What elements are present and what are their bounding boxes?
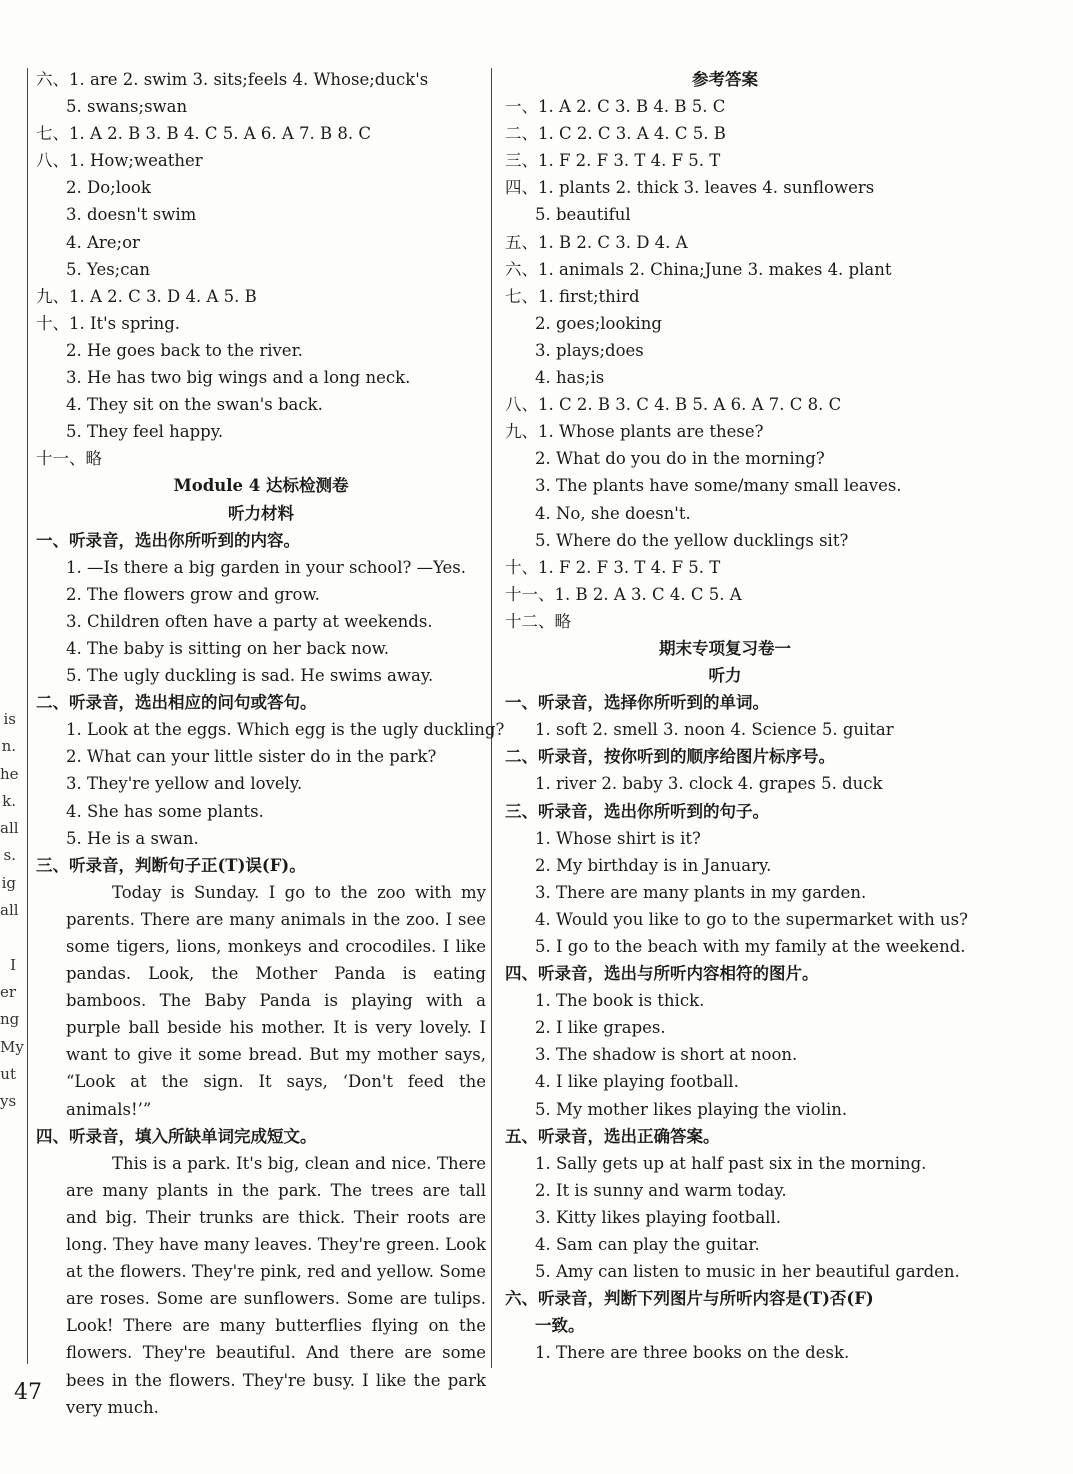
bleed-fragment: ys	[0, 1092, 17, 1111]
answer-line: 八、1. How;weather	[36, 151, 203, 171]
listening-passage-zoo	[36, 879, 486, 1123]
bleed-fragment: all	[0, 901, 19, 920]
answer-line: 九、1. A 2. C 3. D 4. A 5. B	[36, 286, 257, 306]
bleed-fragment: I	[10, 955, 16, 974]
answer-line: 七、1. first;third	[505, 286, 640, 306]
section-heading: 六、听录音，判断下列图片与所听内容是(T)否(F)	[505, 1289, 874, 1309]
bleed-fragment: ut	[0, 1064, 16, 1083]
answer-line: 一、1. A 2. C 3. B 4. B 5. C	[505, 97, 726, 117]
answer-line: 三、1. F 2. F 3. T 4. F 5. T	[505, 151, 721, 171]
answer-line: 2. Do;look	[66, 178, 151, 198]
section-heading: 五、听录音，选出正确答案。	[505, 1126, 720, 1146]
answer-line: 2. It is sunny and warm today.	[535, 1180, 787, 1200]
answer-line: 六、1. animals 2. China;June 3. makes 4. plant	[505, 259, 892, 279]
answer-line: 2. What can your little sister do in the park?	[66, 747, 437, 767]
listening-passage-park	[36, 1150, 486, 1421]
answer-line: 5. beautiful	[535, 205, 631, 225]
section-heading: 一致。	[535, 1316, 585, 1336]
section-heading: 一、听录音，选出你所听到的内容。	[36, 530, 300, 550]
answer-line: 5. Where do the yellow ducklings sit?	[535, 530, 849, 550]
answer-line: 3. The shadow is short at noon.	[535, 1045, 798, 1065]
passage-park-text: This is a park. It's big, clean and nice. There are many plants in the park. The trees are tall and big. Their trunks are thick. Their roots are long. They have many leaves. They're green. Look at the flowers. They're pink, red and yellow. Some are roses. Some are sunflowers. Some are tulips. Look! There are many butterflies flying on the flowers. They're beautiful. And there are some bees in the flowers. They're busy. I like the park very much.	[66, 1153, 486, 1417]
answer-line: 4. Sam can play the guitar.	[535, 1235, 760, 1255]
answer-line: 十一、1. B 2. A 3. C 4. C 5. A	[505, 584, 742, 604]
answer-line: 2. My birthday is in January.	[535, 855, 772, 875]
answer-line: 1. Sally gets up at half past six in the morning.	[535, 1153, 927, 1173]
section-title: 参考答案	[692, 70, 758, 89]
bleed-fragment: ig	[1, 873, 16, 892]
answer-line: 4. They sit on the swan's back.	[66, 395, 323, 415]
answer-line: 3. They're yellow and lovely.	[66, 774, 303, 794]
section-heading: 四、听录音，选出与所听内容相符的图片。	[505, 964, 819, 984]
answer-line: 2. He goes back to the river.	[66, 340, 303, 360]
answer-line: 5. Amy can listen to music in her beautiful garden.	[535, 1262, 960, 1282]
section-heading: 二、听录音，按你听到的顺序给图片标序号。	[505, 747, 835, 767]
bleed-fragment: n.	[1, 737, 16, 756]
bleed-fragment	[0, 924, 16, 951]
answer-line: 九、1. Whose plants are these?	[505, 422, 764, 442]
passage-zoo-text: Today is Sunday. I go to the zoo with my parents. There are many animals in the zoo. I see some tigers, lions, monkeys and crocodiles. I like pandas. Look, the Mother Panda is eating bamboos. The Baby Panda is playing with a purple ball beside his mother. It is very lovely. I want to give it some bread. But my mother says, “Look at the sign. It says, ‘Don't feed the animals!’”	[66, 882, 486, 1119]
answer-line: 5. The ugly duckling is sad. He swims away.	[66, 666, 434, 686]
section-heading-fill-in: 四、听录音，填入所缺单词完成短文。	[36, 1126, 317, 1146]
answer-line: 1. Look at the eggs. Which egg is the ugly duckling?	[66, 720, 505, 740]
answer-line: 十二、略	[505, 611, 571, 631]
answer-line: 1. Whose shirt is it?	[535, 828, 701, 848]
bleed-fragment: s.	[3, 846, 16, 865]
answer-line: 2. I like grapes.	[535, 1018, 666, 1038]
answer-line: 八、1. C 2. B 3. C 4. B 5. A 6. A 7. C 8. C	[505, 395, 842, 415]
answer-line: 1. The book is thick.	[535, 991, 705, 1011]
section-title: 听力材料	[228, 503, 294, 523]
answer-line: 二、1. C 2. C 3. A 4. C 5. B	[505, 124, 726, 144]
answer-line: 5. My mother likes playing the violin.	[535, 1099, 848, 1119]
bleed-fragment: all	[0, 819, 19, 838]
answer-line: 1. —Is there a big garden in your school? —Yes.	[66, 557, 467, 577]
answer-line: 3. doesn't swim	[66, 205, 197, 225]
page-number: 47	[14, 1380, 42, 1405]
section-title: Module 4 达标检测卷	[173, 476, 349, 496]
section-heading: 三、听录音，选出你所听到的句子。	[505, 801, 769, 821]
answer-line: 3. Children often have a party at weekends.	[66, 611, 433, 631]
adjacent-page-bleed-text	[0, 706, 24, 1115]
answer-line: 4. has;is	[535, 368, 605, 388]
answer-line: 5. swans;swan	[66, 97, 188, 117]
answer-line: 2. What do you do in the morning?	[535, 449, 825, 469]
answer-line: 5. They feel happy.	[66, 422, 224, 442]
answer-line: 4. Would you like to go to the supermarket with us?	[535, 909, 968, 929]
section-title: 期末专项复习卷一	[659, 638, 791, 658]
answer-line: 5. I go to the beach with my family at the weekend.	[535, 937, 966, 956]
section-heading: 三、听录音，判断句子正(T)误(F)。	[36, 855, 306, 875]
bleed-fragment: er	[0, 982, 17, 1001]
answer-line: 七、1. A 2. B 3. B 4. C 5. A 6. A 7. B 8. C	[36, 124, 371, 144]
bleed-fragment: ng	[0, 1010, 20, 1029]
right-answer-lines	[505, 66, 968, 1367]
answer-line: 4. She has some plants.	[66, 801, 264, 821]
answer-line: 2. goes;looking	[535, 313, 662, 333]
bleed-fragment: k.	[2, 791, 16, 810]
section-heading: 二、听录音，选出相应的问句或答句。	[36, 693, 317, 713]
left-margin-rule	[27, 68, 28, 1364]
answer-line: 4. I like playing football.	[535, 1072, 739, 1092]
bleed-fragment: My	[0, 1037, 24, 1056]
answer-line: 5. He is a swan.	[66, 828, 199, 848]
answer-line: 十一、略	[36, 449, 102, 469]
answer-line: 1. soft 2. smell 3. noon 4. Science 5. guitar	[535, 720, 894, 740]
left-answer-lines	[36, 66, 505, 879]
answer-line: 3. The plants have some/many small leaves.	[535, 476, 902, 496]
answer-line: 1. river 2. baby 3. clock 4. grapes 5. duck	[535, 774, 883, 794]
answer-line: 四、1. plants 2. thick 3. leaves 4. sunflowers	[505, 178, 875, 198]
answer-line: 2. The flowers grow and grow.	[66, 584, 320, 604]
answer-line: 3. Kitty likes playing football.	[535, 1207, 781, 1227]
answer-line: 五、1. B 2. C 3. D 4. A	[505, 232, 688, 252]
answer-line: 十、1. It's spring.	[36, 313, 181, 333]
answer-line: 4. The baby is sitting on her back now.	[66, 638, 390, 658]
answer-line: 4. No, she doesn't.	[535, 503, 691, 523]
answer-line: 十、1. F 2. F 3. T 4. F 5. T	[505, 557, 721, 577]
answer-line: 3. He has two big wings and a long neck.	[66, 368, 411, 388]
left-column	[36, 66, 505, 1421]
answer-line: 1. There are three books on the desk.	[535, 1343, 850, 1363]
answer-line: 六、1. are 2. swim 3. sits;feels 4. Whose;duck's	[36, 70, 429, 89]
right-column	[505, 66, 968, 1367]
bleed-fragment: he	[0, 764, 19, 783]
answer-line: 4. Are;or	[66, 232, 140, 252]
answer-line: 5. Yes;can	[66, 259, 150, 279]
answer-line: 3. There are many plants in my garden.	[535, 882, 867, 902]
section-title: 听力	[708, 666, 742, 686]
answer-line: 3. plays;does	[535, 340, 644, 360]
bleed-fragment: is	[3, 710, 16, 728]
section-heading: 一、听录音，选择你所听到的单词。	[505, 693, 769, 713]
